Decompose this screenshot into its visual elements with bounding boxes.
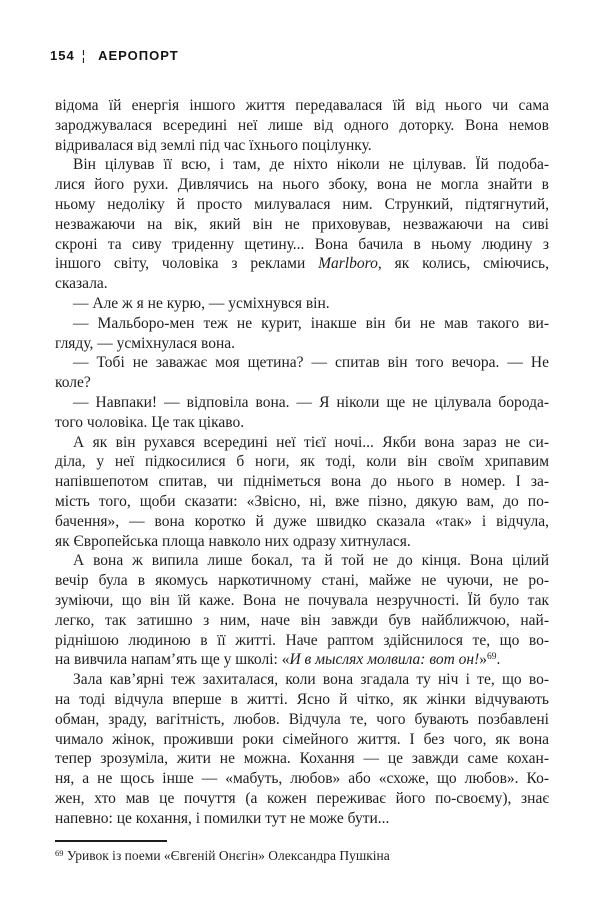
text-line: зуміючи, що він їй каже. Вона не почувала незручності. Їй було так bbox=[55, 591, 549, 609]
text-line: — Тобі не заважає моя щетина? — спитав він того вечора. — Не bbox=[73, 354, 549, 372]
paragraph bbox=[55, 433, 549, 552]
text-line: незважаючи на вік, який він не приховував, незважаючи на сиві bbox=[55, 215, 549, 233]
footnote-text bbox=[55, 847, 549, 864]
text-line: вечір була в якомусь наркотичному стані, майже не чуючи, не ро- bbox=[55, 572, 549, 590]
paragraph bbox=[55, 551, 549, 670]
text-line: тепер зрозуміла, жити не можна. Кохання — це завжди саме кохан- bbox=[55, 750, 549, 768]
text-line: того чоловіка. Це так цікаво. bbox=[55, 413, 245, 431]
text-line: — Але ж я не курю, — усміхнувся він. bbox=[73, 294, 330, 312]
header-separator: ¦ bbox=[81, 47, 87, 64]
text-line: чимало жінок, проживши роки сімейного життя. І без чого, як вона bbox=[55, 730, 549, 748]
page-number: 154 bbox=[50, 48, 75, 63]
text-line: як Європейська площа навколо них одразу хитнулася. bbox=[55, 532, 411, 550]
text-line: лися його рухи. Дивлячись на нього збоку, вона не могла знайти в bbox=[55, 176, 549, 194]
text-line: легко, так затишно з ним, наче він завжди був найближчою, най- bbox=[55, 611, 549, 629]
text-line: сказала. bbox=[55, 275, 108, 293]
running-head bbox=[50, 48, 179, 63]
paragraph bbox=[55, 96, 549, 155]
paragraph bbox=[55, 155, 549, 294]
text-line: А як він рухався всередині неї тієї ночі... Якби вона зараз не си- bbox=[73, 433, 549, 451]
text-line: гляду, — усміхнулася вона. bbox=[55, 334, 236, 352]
page-body bbox=[55, 96, 549, 828]
text-line: на вивчила напам’ять ще у школі: «И в мыслях молвила: вот он!»$^{69}$. bbox=[55, 651, 501, 669]
text-line: ріднішою людиною в її житті. Наче раптом здійснилося те, що во- bbox=[55, 631, 549, 649]
text-line: А вона ж випила лише бокал, та й той не до кінця. Вона цілий bbox=[73, 552, 549, 570]
text-line: — Навпаки! — відповіла вона. — Я ніколи ще не цілувала борода- bbox=[73, 393, 549, 411]
footnote bbox=[55, 840, 549, 864]
text-line: відривалася від землі під час їхнього поцілунку. bbox=[55, 136, 372, 154]
footnote-citation: Уривок із поеми «Євгеній Онєгін» Олександра Пушкіна bbox=[66, 848, 390, 863]
paragraph bbox=[55, 353, 549, 393]
paragraph bbox=[55, 314, 549, 354]
text-line: відома їй енергія іншого життя передавалася їй від нього чи сама bbox=[55, 97, 549, 114]
paragraph bbox=[55, 294, 549, 314]
text-line: Зала кав’ярні теж захиталася, коли вона згадала ту ніч і те, що во- bbox=[73, 671, 549, 689]
paragraph bbox=[55, 393, 549, 433]
text-line: напевно: це кохання, і помилки тут не може бути... bbox=[55, 809, 390, 827]
text-line: Він цілував її всю, і там, де ніхто ніколи не цілував. Їй подоба- bbox=[73, 156, 549, 174]
text-line: іншого світу, чоловіка з реклами Marlboro, як колись, сміючись, bbox=[55, 255, 549, 273]
book-title: АЕРОПОРТ bbox=[98, 48, 179, 63]
footnote-marker: 69 bbox=[55, 848, 64, 858]
text-line: напівшепотом спитав, чи підніметься вона до нього в номер. І за- bbox=[55, 473, 549, 491]
text-line: бачення», — вона коротко й дуже швидко сказала «так» і відчула, bbox=[55, 512, 549, 530]
text-line: коле? bbox=[55, 374, 91, 392]
text-line: діла, у неї підкосилися б ноги, як тоді, коли він своїм хрипавим bbox=[55, 453, 549, 471]
text-line: мість того, щоби сказати: «Звісно, ні, вже пізно, дякую вам, до по- bbox=[55, 492, 549, 510]
text-line: ньому недоліку й просто милувалася ним. Стрункий, підтягнутий, bbox=[55, 195, 549, 213]
text-line: зароджувалася всередині неї лише від одного доторку. Вона немов bbox=[55, 116, 549, 134]
text-line: скроні та сиву триденну щетину... Вона бачила в ньому людину з bbox=[55, 235, 549, 253]
text-line: ня, а не щось інше — «мабуть, любов» або «схоже, що любов». Ко- bbox=[55, 770, 549, 788]
text-line: — Мальборо-мен теж не курит, інакше він би не мав такого ви- bbox=[73, 314, 549, 332]
text-line: жен, хто мав це почуття (а кожен переживає його по-своєму), знає bbox=[55, 789, 549, 807]
footnote-divider bbox=[55, 840, 167, 842]
text-line: обман, зраду, вагітність, любов. Відчула те, чого бувають позбавлені bbox=[55, 710, 549, 728]
text-line: на тоді відчула вперше в житті. Ясно й чітко, як жінки відчувають bbox=[55, 690, 549, 708]
paragraph bbox=[55, 670, 549, 828]
